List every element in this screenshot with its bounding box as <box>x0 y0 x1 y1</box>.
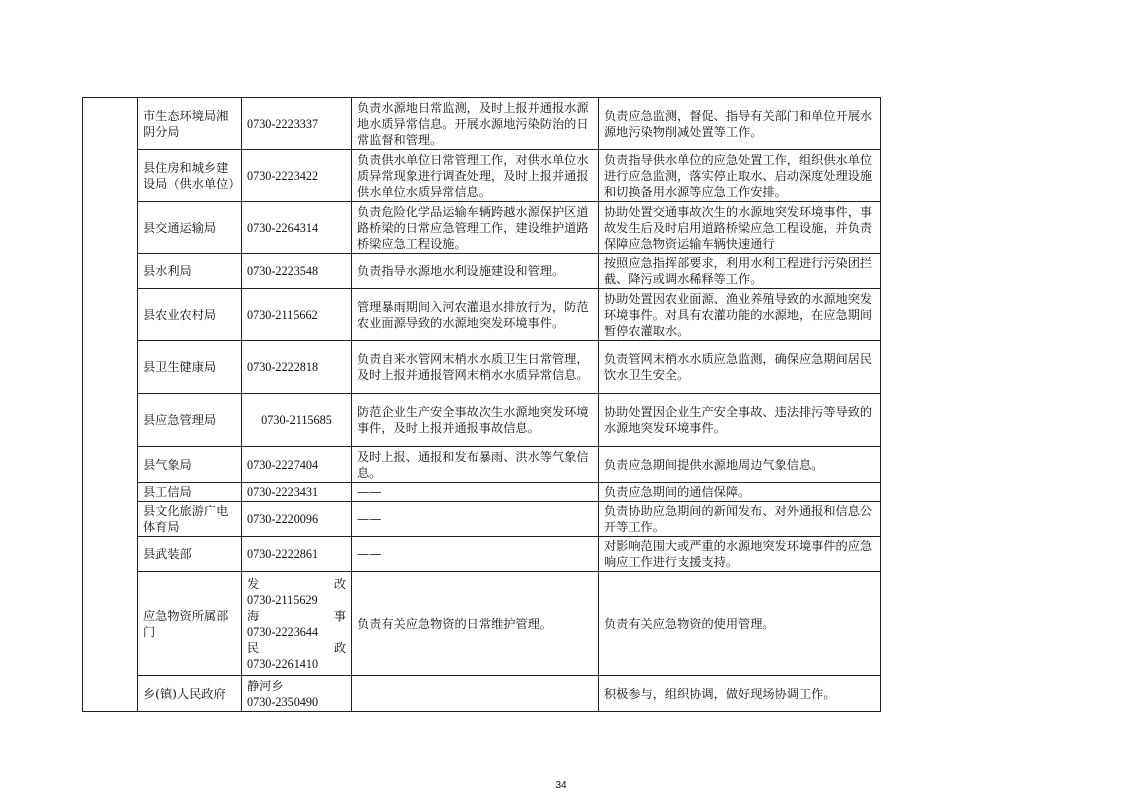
emergency-duty-cell: 协助处置交通事故次生的水源地突发环境事件，事故发生后及时启用道路桥梁应急工程设施，并负责保障应急物资运输车辆快速通行 <box>599 202 881 254</box>
daily-duty-cell: 负责自来水管网末梢水水质卫生日常管理，及时上报并通报管网末梢水水质异常信息。 <box>352 341 599 394</box>
phone-name-char: 政 <box>333 640 346 655</box>
phone-name-char: 发 <box>247 576 260 591</box>
table-row <box>83 572 881 676</box>
phone-cell: 0730-2115662 <box>242 289 352 341</box>
table-row <box>83 150 881 202</box>
dept-cell: 县农业农村局 <box>138 289 242 341</box>
emergency-duty-cell: 负责有关应急物资的使用管理。 <box>599 572 881 676</box>
dept-cell: 市生态环境局湘阴分局 <box>138 98 242 150</box>
daily-duty-cell: —— <box>352 483 599 502</box>
dept-cell: 县文化旅游广电体育局 <box>138 502 242 537</box>
phone-line <box>247 576 346 592</box>
daily-duty-cell: 防范企业生产安全事故次生水源地突发环境事件，及时上报并通报事故信息。 <box>352 394 599 447</box>
phone-cell: 0730-2223337 <box>242 98 352 150</box>
daily-duty-cell <box>352 676 599 712</box>
phone-cell: 0730-2223548 <box>242 254 352 289</box>
phone-cell: 0730-2222861 <box>242 537 352 572</box>
dept-cell: 县住房和城乡建设局（供水单位） <box>138 150 242 202</box>
emergency-duty-cell: 负责应急期间的通信保障。 <box>599 483 881 502</box>
phone-number: 0730-2115629 <box>247 592 318 607</box>
daily-duty-cell: —— <box>352 537 599 572</box>
table-row <box>83 676 881 712</box>
dept-cell: 县水利局 <box>138 254 242 289</box>
phone-cell: 0730-2220096 <box>242 502 352 537</box>
dept-cell: 县应急管理局 <box>138 394 242 447</box>
daily-duty-cell: 管理暴雨期间入河农灌退水排放行为，防范农业面源导致的水源地突发环境事件。 <box>352 289 599 341</box>
daily-duty-cell: 负责水源地日常监测，及时上报并通报水源地水质异常信息。开展水源地污染防治的日常监督和管理。 <box>352 98 599 150</box>
table-row <box>83 394 881 447</box>
emergency-duty-cell: 协助处置因农业面源、渔业养殖导致的水源地突发环境事件。对具有农灌功能的水源地，在应急期间暂停农灌取水。 <box>599 289 881 341</box>
emergency-duty-cell: 协助处置因企业生产安全事故、违法排污等导致的水源地突发环境事件。 <box>599 394 881 447</box>
dept-cell: 县交通运输局 <box>138 202 242 254</box>
dept-cell: 县卫生健康局 <box>138 341 242 394</box>
emergency-duty-cell: 负责应急期间提供水源地周边气象信息。 <box>599 447 881 483</box>
table-row <box>83 254 881 289</box>
phone-name-char: 民 <box>247 640 260 655</box>
table-row <box>83 341 881 394</box>
dept-cell: 应急物资所属部门 <box>138 572 242 676</box>
phone-cell: 0730-2264314 <box>242 202 352 254</box>
phone-cell: 0730-2227404 <box>242 447 352 483</box>
daily-duty-cell: 负责有关应急物资的日常维护管理。 <box>352 572 599 676</box>
table-row <box>83 447 881 483</box>
group-cell <box>83 98 138 712</box>
phone-name-char: 事 <box>333 608 346 623</box>
page-number: 34 <box>555 780 567 791</box>
dept-cell: 乡(镇)人民政府 <box>138 676 242 712</box>
phone-cell: 0730-2115685 <box>242 394 352 447</box>
phone-cell: 0730-2223431 <box>242 483 352 502</box>
daily-duty-cell: 及时上报、通报和发布暴雨、洪水等气象信息。 <box>352 447 599 483</box>
phone-name: 静河乡 <box>247 678 284 693</box>
table-row <box>83 483 881 502</box>
phone-number: 0730-2223644 <box>247 624 319 639</box>
responsibility-table <box>82 97 881 712</box>
table-row <box>83 202 881 254</box>
dept-cell: 县武装部 <box>138 537 242 572</box>
phone-line <box>247 640 346 656</box>
phone-number: 0730-2350490 <box>247 694 319 709</box>
phone-name-char: 海 <box>247 608 260 623</box>
table-row <box>83 289 881 341</box>
emergency-duty-cell: 对影响范围大或严重的水源地突发环境事件的应急响应工作进行支援支持。 <box>599 537 881 572</box>
table-row <box>83 98 881 150</box>
phone-cell: 0730-2223422 <box>242 150 352 202</box>
daily-duty-cell: 负责指导水源地水利设施建设和管理。 <box>352 254 599 289</box>
phone-cell <box>242 676 352 712</box>
emergency-duty-cell: 负责协助应急期间的新闻发布、对外通报和信息公开等工作。 <box>599 502 881 537</box>
phone-cell: 0730-2222818 <box>242 341 352 394</box>
daily-duty-cell: —— <box>352 502 599 537</box>
emergency-duty-cell: 积极参与，组织协调，做好现场协调工作。 <box>599 676 881 712</box>
emergency-duty-cell: 按照应急指挥部要求，利用水利工程进行污染团拦截、降污或调水稀释等工作。 <box>599 254 881 289</box>
emergency-duty-cell: 负责指导供水单位的应急处置工作，组织供水单位进行应急监测，落实停止取水、启动深度处理设施和切换备用水源等应急工作安排。 <box>599 150 881 202</box>
dept-cell: 县工信局 <box>138 483 242 502</box>
table-row <box>83 537 881 572</box>
phone-line <box>247 608 346 624</box>
phone-number: 0730-2261410 <box>247 656 319 671</box>
phone-name-char: 改 <box>333 576 346 591</box>
phone-list-cell <box>242 572 352 676</box>
dept-cell: 县气象局 <box>138 447 242 483</box>
emergency-duty-cell: 负责管网末梢水水质应急监测，确保应急期间居民饮水卫生安全。 <box>599 341 881 394</box>
emergency-duty-cell: 负责应急监测，督促、指导有关部门和单位开展水源地污染物削减处置等工作。 <box>599 98 881 150</box>
daily-duty-cell: 负责危险化学品运输车辆跨越水源保护区道路桥梁的日常应急管理工作，建设维护道路桥梁应急工程设施。 <box>352 202 599 254</box>
table-row <box>83 502 881 537</box>
daily-duty-cell: 负责供水单位日常管理工作，对供水单位水质异常现象进行调查处理，及时上报并通报供水单位水质异常信息。 <box>352 150 599 202</box>
